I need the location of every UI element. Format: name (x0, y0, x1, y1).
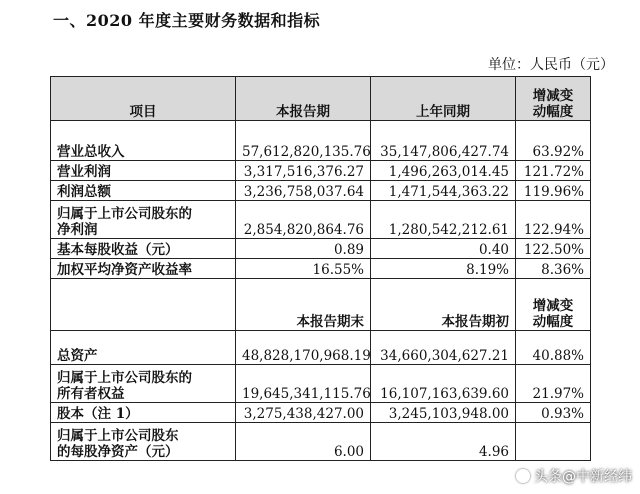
row-label-line: 营业利润 (57, 164, 111, 180)
table-row (51, 331, 591, 365)
table-subheader-row (51, 279, 591, 331)
subheader-change (516, 279, 591, 331)
cell-change: 121.72% (516, 161, 591, 181)
cell-change: 122.94% (516, 201, 591, 239)
row-label (51, 403, 236, 423)
row-label-line: 归属于上市公司股东 (57, 428, 179, 444)
row-label (51, 239, 236, 259)
cell-change: 21.97% (516, 365, 591, 403)
row-label (51, 423, 236, 461)
row-label (51, 331, 236, 365)
row-label-line: 归属于上市公司股东的 (57, 370, 192, 386)
row-label-line: 总资产 (57, 348, 98, 364)
row-label-line: 基本每股收益（元） (57, 242, 179, 258)
header-change-line1: 增减变 (532, 88, 574, 104)
cell-current: 19,645,341,115.76 (236, 365, 371, 403)
watermark-text: 头条@中新经纬 (534, 469, 632, 485)
watermark (516, 466, 632, 486)
financial-data-table (50, 76, 591, 461)
table-row (51, 161, 591, 181)
cell-prior: 8.19% (371, 259, 516, 279)
cell-prior: 16,107,163,639.60 (371, 365, 516, 403)
cell-current: 6.00 (236, 423, 371, 461)
table-row (51, 423, 591, 461)
header-change (516, 77, 591, 121)
cell-change: 122.50% (516, 239, 591, 259)
subheader-period-end: 本报告期末 (236, 279, 371, 331)
table-row (51, 403, 591, 423)
table-row (51, 201, 591, 239)
row-label-line: 股本（注 1） (57, 406, 139, 422)
row-label-line: 所有者权益 (57, 386, 125, 402)
row-label (51, 365, 236, 403)
cell-prior: 1,280,542,212.61 (371, 201, 516, 239)
row-label-line: 营业总收入 (57, 144, 125, 160)
cell-change: 63.92% (516, 121, 591, 161)
cell-prior: 3,245,103,948.00 (371, 403, 516, 423)
subheader-change-line2: 动幅度 (532, 314, 574, 330)
cell-change (516, 423, 591, 461)
table-row (51, 121, 591, 161)
cell-prior: 34,660,304,627.21 (371, 331, 516, 365)
cell-current: 2,854,820,864.76 (236, 201, 371, 239)
row-label (51, 121, 236, 161)
row-label-line: 净利润 (57, 222, 98, 238)
row-label-line: 加权平均净资产收益率 (57, 262, 192, 278)
row-label (51, 181, 236, 201)
header-prior-period: 上年同期 (371, 77, 516, 121)
section-title: 一、2020 年度主要财务数据和指标 (53, 11, 321, 30)
cell-prior: 1,496,263,014.45 (371, 161, 516, 181)
row-label (51, 259, 236, 279)
cell-current: 3,317,516,376.27 (236, 161, 371, 181)
cell-change: 119.96% (516, 181, 591, 201)
header-item: 项目 (51, 77, 236, 121)
header-current-period: 本报告期 (236, 77, 371, 121)
table-row (51, 259, 591, 279)
table-header-row (51, 77, 591, 121)
cell-prior: 1,471,544,363.22 (371, 181, 516, 201)
subheader-blank (51, 279, 236, 331)
top-section (51, 121, 591, 279)
header-change-line2: 动幅度 (532, 104, 574, 120)
row-label (51, 201, 236, 239)
cell-prior: 0.40 (371, 239, 516, 259)
cell-current: 3,236,758,037.64 (236, 181, 371, 201)
cell-current: 3,275,438,427.00 (236, 403, 371, 423)
cell-change: 8.36% (516, 259, 591, 279)
row-label-line: 的每股净资产（元） (57, 444, 179, 460)
table-row (51, 181, 591, 201)
table-row (51, 365, 591, 403)
cell-current: 57,612,820,135.76 (236, 121, 371, 161)
cell-current: 0.89 (236, 239, 371, 259)
cell-change: 0.93% (516, 403, 591, 423)
table-row (51, 239, 591, 259)
row-label-line: 利润总额 (57, 184, 111, 200)
currency-unit: 单位：人民币（元） (488, 57, 614, 73)
bottom-section (51, 331, 591, 461)
row-label (51, 161, 236, 181)
cell-change: 40.88% (516, 331, 591, 365)
watermark-logo-icon (516, 469, 530, 483)
subheader-period-start: 本报告期初 (371, 279, 516, 331)
row-label-line: 归属于上市公司股东的 (57, 206, 192, 222)
subheader-change-line1: 增减变 (532, 298, 574, 314)
cell-current: 48,828,170,968.19 (236, 331, 371, 365)
cell-current: 16.55% (236, 259, 371, 279)
cell-prior: 35,147,806,427.74 (371, 121, 516, 161)
cell-prior: 4.96 (371, 423, 516, 461)
